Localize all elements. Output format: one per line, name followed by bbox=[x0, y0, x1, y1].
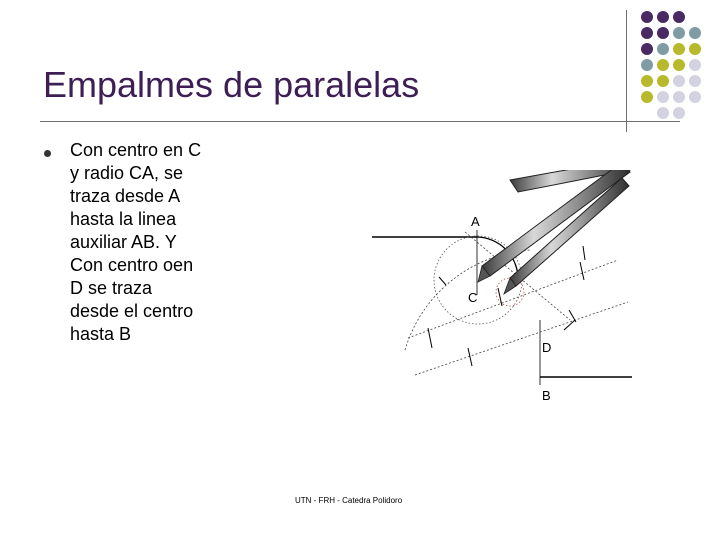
decorative-dot bbox=[673, 75, 685, 87]
label-c: C bbox=[468, 290, 478, 305]
decorative-dot bbox=[657, 27, 669, 39]
bullet-line: hasta B bbox=[70, 324, 132, 344]
bullet-line: y radio CA, se bbox=[70, 163, 184, 183]
decorative-dot bbox=[657, 11, 669, 23]
bullet-line: D se traza bbox=[70, 278, 153, 298]
decorative-dot bbox=[657, 75, 669, 87]
vertical-divider bbox=[626, 10, 627, 132]
decorative-dot bbox=[657, 43, 669, 55]
decorative-dot bbox=[641, 43, 653, 55]
bullet-line: desde el centro bbox=[70, 301, 194, 321]
decorative-dot bbox=[673, 43, 685, 55]
decorative-dot bbox=[689, 91, 701, 103]
bullet-dot-icon bbox=[44, 150, 51, 157]
decorative-dot bbox=[673, 11, 685, 23]
footer-credit: UTN - FRH - Catedra Polidoro bbox=[295, 496, 403, 505]
diagonal-construction-line bbox=[408, 260, 618, 338]
decorative-dot bbox=[641, 11, 653, 23]
bullet-line: hasta la linea bbox=[70, 209, 177, 229]
decorative-dot bbox=[657, 91, 669, 103]
decorative-dot bbox=[689, 75, 701, 87]
diagonal-construction-line bbox=[415, 302, 628, 375]
bullet-line: auxiliar AB. Y bbox=[70, 232, 177, 252]
compass-icon bbox=[478, 170, 630, 294]
decorative-dot bbox=[657, 59, 669, 71]
title-divider bbox=[40, 121, 680, 122]
bullet-line: traza desde A bbox=[70, 186, 181, 206]
label-d: D bbox=[542, 340, 552, 355]
decorative-dot bbox=[641, 59, 653, 71]
decorative-dot bbox=[689, 43, 701, 55]
decorative-dot bbox=[673, 27, 685, 39]
decorative-dot bbox=[673, 107, 685, 119]
decorative-dot bbox=[657, 107, 669, 119]
label-a: A bbox=[471, 214, 480, 229]
bullet-line: Con centro oen bbox=[70, 255, 194, 275]
decorative-dot-grid bbox=[641, 11, 717, 123]
slide-title: Empalmes de paralelas bbox=[43, 64, 420, 105]
decorative-dot bbox=[689, 59, 701, 71]
bullet-line: Con centro en C bbox=[70, 140, 202, 160]
decorative-dot bbox=[641, 75, 653, 87]
construction-diagram bbox=[360, 170, 640, 405]
decorative-dot bbox=[641, 27, 653, 39]
decorative-dot bbox=[673, 59, 685, 71]
bullet-text bbox=[70, 139, 245, 346]
decorative-dot bbox=[689, 27, 701, 39]
decorative-dot bbox=[673, 91, 685, 103]
label-b: B bbox=[542, 388, 551, 403]
decorative-dot bbox=[641, 91, 653, 103]
